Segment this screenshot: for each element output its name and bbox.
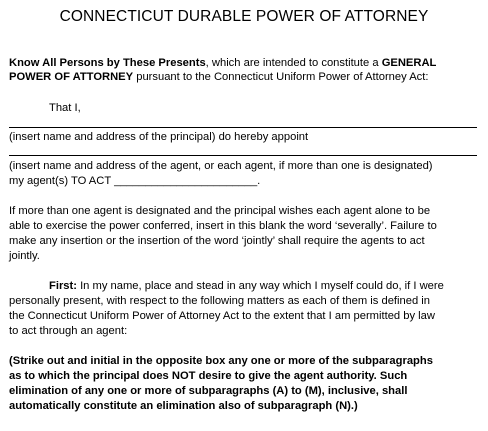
multiple-agents-line-1: If more than one agent is designated and the principal wishes each agent alone to be xyxy=(9,205,431,217)
agent-caption-line-2: my agent(s) TO ACT _______________________. xyxy=(9,175,261,187)
principal-caption: (insert name and address of the principal) do hereby appoint xyxy=(9,131,309,143)
first-label: First: xyxy=(49,280,77,292)
intro-lead-rest: , which are intended to constitute a xyxy=(205,57,382,69)
multiple-agents-line-2: able to exercise the power conferred, insert in this blank the word ‘severally’. Failure to xyxy=(9,220,437,232)
first-line-1-rest: In my name, place and stead in any way which I myself could do, if I were xyxy=(76,280,444,292)
multiple-agents-line-3: make any insertion or the insertion of the word ‘jointly’ shall require the agents to act xyxy=(9,235,425,247)
strike-out-line-1: (Strike out and initial in the opposite box any one or more of the subparagraphs xyxy=(9,355,433,367)
first-line-2: personally present, with respect to the following matters as each of them is defined in xyxy=(9,295,430,307)
document-title: CONNECTICUT DURABLE POWER OF ATTORNEY xyxy=(59,8,429,25)
strike-out-line-3: elimination of any one or more of subparagraphs (A) to (M), inclusive, shall xyxy=(9,385,408,397)
agent-blank-line xyxy=(9,155,477,156)
first-line-4: to act through an agent: xyxy=(9,325,128,337)
intro-line-2-rest: pursuant to the Connecticut Uniform Power of Attorney Act: xyxy=(133,71,429,83)
multiple-agents-line-4: jointly. xyxy=(9,250,40,262)
intro-line-1 xyxy=(9,56,436,70)
principal-blank-line xyxy=(9,127,477,128)
strike-out-line-2: as to which the principal does NOT desire to give the agent authority. Such xyxy=(9,370,408,382)
that-i-text: That I, xyxy=(49,102,81,114)
intro-power-bold: POWER OF ATTORNEY xyxy=(9,71,134,83)
intro-general-bold: GENERAL xyxy=(381,57,437,69)
strike-out-line-4: automatically constitute an elimination also of subparagraph (N).) xyxy=(9,400,358,412)
agent-caption-line-1: (insert name and address of the agent, or each agent, if more than one is designated) xyxy=(9,160,433,172)
intro-line-2 xyxy=(9,70,428,84)
first-line-3: the Connecticut Uniform Power of Attorney Act to the extent that I am permitted by law xyxy=(9,310,435,322)
first-line-1 xyxy=(49,279,444,293)
intro-lead-bold: Know All Persons by These Presents xyxy=(9,57,206,69)
